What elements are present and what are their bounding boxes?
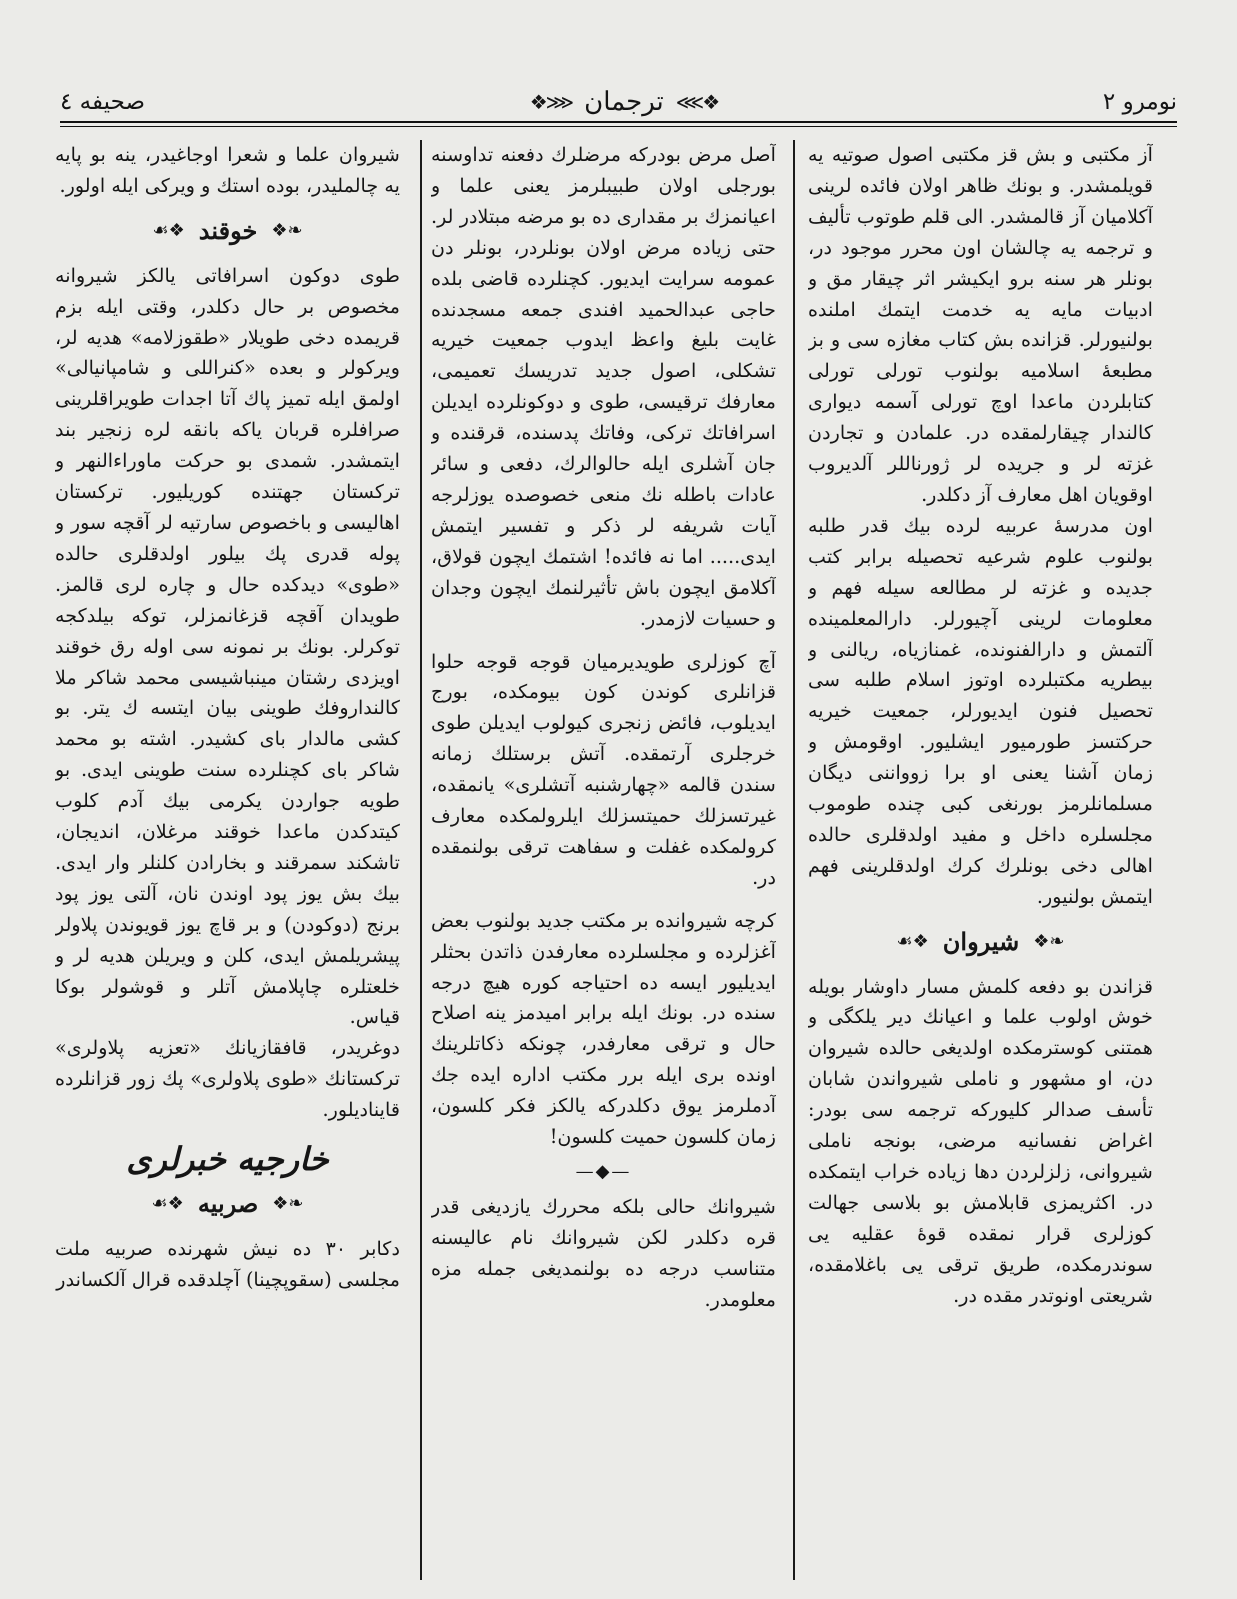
ornament-icon: ❖☙ — [151, 1193, 184, 1214]
header-rule-thin — [60, 126, 1177, 127]
article-paragraph: کرچه شیروانده بر مکتب جدید بولنوب بعض آغزلرده و مجلسلرده معارفدن ذاتدن بحثلر ایدیلیور ایسه ده احتیاجه کوره هیچ درجه سنده در. بونك ایله برابر امیدمز ینه اصلاح حال و ترقی معارفدر، چونکه ذکاتلرینك اونده بری ایله برر مکتب اداره ایده جك آدملرمز یوق دکلدرکه یالکز فکر کلسون، زمان کلسون حمیت کلسون! — [431, 908, 776, 1149]
ornament-left-icon: ⋘❖ — [529, 90, 573, 114]
page-header — [60, 82, 1177, 122]
column-right — [808, 140, 1153, 1580]
section-title: شیروان — [942, 926, 1020, 956]
masthead — [530, 87, 718, 117]
ornament-icon: ❧❖ — [272, 1193, 304, 1214]
article-paragraph: شیروانك حالی بلکه محررك یازدیغی قدر قره دکلدر لکن شیروانك نام عالیسنه متناسب درجه ده بولنمدیغی جمله مزه معلومدر. — [431, 1194, 776, 1311]
separator-ornament: —◆— — [575, 1161, 632, 1182]
article-paragraph: طوی دوکون اسرافاتی یالکز شیروانه مخصوص بر حال دکلدر، وقتی ایله بزم قریمده دخی طویلار «طقوزلامه» هدیه لر، ویرکولر و بعده «کنراللی و شامپانیالی» اولمق ایله تمیز پاك آتا اجدات طویراقلرینی صرافلره قربان یاکه بانقه لره زنجیر بند ایتمشدر. شمدی بو حرکت ماوراءالنهر و ترکستان جهتنده کوریلیور. ترکستان اهالیسی و باخصوص سارتیه لر آقچه سور و پوله قدری پك بیلور اولدقلری حالده «طوی» دیدکده حال و چاره لری قالمز. طویدان آقچه قزغانمزلر، توکه بیلدکجه توکرلر. بونك بر نمونه سی اوله رق خوقند اویزدی رشتان مینباشیسی محمد شاکر ملا کالنداروفك طوینی بیان ایتسه ك یتر. بو کشی مالدار بای کشیدر. اشته بو محمد شاکر بای کچنلرده سنت طوینی ایدی. بو طویه جواردن یکرمی بیك آدم کلوب کیتدکدن ماعدا خوقند مرغلان، اندیجان، تاشکند سمرقند و بخارادن کلنلر وار ایدی. بیك بش یوز پود اوندن نان، آلتی یوز پود برنج (دوکودن) و بر قاچ یوز قویوندن پلاولر پیشریلمش ایدی، کلن و ویریلن هدیه لر و خلعتلره چاپلامش آتلر و قوشولر بوکا قیاس. — [55, 263, 400, 1029]
article-paragraph: آصل مرض بودرکه مرضلرك دفعنه تداوسنه بورجلی اولان طبیبلرمز یعنی علما و اعیانمزك بر مقداری ده بو مرضه مبتلادر لر. حتی زیاده مرض اولان بونلردر، بونلر دن عمومه سرایت ایدیور. کچنلرده قاضی بلده حاجی عبدالحمید افندی جمعه مسجدنده غایت بلیغ واعظ ایدوب جمعیت خیریه تشکلی، اصول جدید تدریسك تعمیمی، معارفك ترقیسی، طوی و دوکونلرده ایدیلن اسرافاتك ترکی، وفاتك پدسنده، قرقنده و جان آشلری ایله حالوالرك، دفعی و سائر عادات باطله نك منعی خصوصده یوزلرجه آیات شریفه لر ذکر و تفسیر ایتمش ایدی..... اما نه فائده! اشتمك ایچون قولاق، آکلامق ایچون باش تأثیرلنمك ایچون وجدان و حسیات لازمدر. — [431, 143, 776, 630]
section-heading — [55, 216, 400, 247]
ornament-icon: ❖☙ — [896, 930, 929, 952]
section-title: صربیه — [197, 1189, 259, 1218]
article-paragraph: دکابر ۳۰ ده نیش شهرنده صربیه ملت مجلسی (سقوپچینا) آچلدقده قرال آلکساندر — [55, 1236, 400, 1291]
section-heading — [808, 927, 1153, 958]
foreign-news-heading: خارجیه خبرلری — [126, 1140, 329, 1179]
column-left — [55, 140, 400, 1580]
article-paragraph: دوغریدر، قافقازیانك «تعزیه پلاولری» ترکستانك «طوی پلاولری» پك زور قزانلرده قاینادیلور. — [55, 1036, 400, 1122]
section-title: خوقند — [198, 215, 258, 245]
article-paragraph: آز مکتبی و بش قز مکتبی اصول صوتیه یه قویلمشدر. و بونك ظاهر اولان فائده لرینی آکلامیان آز قالمشدر. الی قلم طوتوب تألیف و ترجمه یه چالشان اون محرر موجود در، بونلر هر سنه برو ایکیشر اثر چیقار مق و ادبیات مایه یه خدمت ایتمك املنده بولنیورلر. قزانده بش کتاب مغازه سی و بز مطبعهٔ اسلامیه بولنوب تورلی تورلی کتابلردن ماعدا اوچ تورلی آسمه دیواری کالندار چیقارلمقده در. علمادن و تجاردن غزته لر و جریده لر ژورناللر آلدیروب اوقویان اهل معارف آز دکلدر. — [808, 143, 1153, 506]
issue-number: نومرو ۲ — [1102, 89, 1177, 115]
ornament-icon: ❧❖ — [1033, 930, 1065, 952]
column-middle — [431, 140, 776, 1580]
page-number: صحیفه ٤ — [60, 89, 145, 115]
article-paragraph: اون مدرسهٔ عربیه لرده بیك قدر طلبه بولنوب علوم شرعیه تحصیله برابر کتب جدیده و غزته لر مطالعه سیله فهم و معلومات لرینی آچیورلر. دارالمعلمینده آلتمش و دارالفنونده، غمنازیاه، ریالنی و بیطریه مکتبلرده اوتوز اسلام طلبه سی تحصیل فنون ایدیورلر، جمعیت خیریه حرکتسز طورمیور ایشلیور. اوقومش و زمان آشنا یعنی او برا زوواننی دیگان مسلمانلرمز بورنغی کبی چنده طوموب مجلسلره داخل و مفید اولدقلری حالده اهالی دخی بونلرك کرك اولدقلرینی فهم ایتمش بولنیور. — [808, 513, 1153, 908]
article-paragraph: آچ کوزلری طویدیرمیان قوجه قوجه حلوا قزانلری کوندن کون بیومکده، بورج ایدیلوب، فائض زنجری کیولوب ایدیلن طوی خرجلری آرتمقده. آتش برستلك زمانه سندن قالمه «چهارشنبه آتشلری» یانمقده، غیرتسزلك حمیتسزلك ایلرولمکده معارف کرولمکده غفلت و سفاهت ترقی بولنمقده در. — [431, 649, 776, 889]
ornament-right-icon: ❖⋙ — [675, 90, 719, 114]
section-heading — [55, 1189, 400, 1220]
article-paragraph: قزاندن بو دفعه کلمش مسار داوشار بویله خوش اولوب علما و اعیانك دیر یلکگی و همتنی کوسترمکده اولدیغی حالده شیروان دن، او مشهور و ناملی شیرواندن شابان تأسف صدالر کلیورکه ترجمه سی بودر: اغراض نفسانیه مرضی، بونجه ناملی شیروانی، زلزلردن دها زیاده خراب ایتمکده در. اکثریمزی قابلامش بو بلاسی جهالت کوزلری قرار نمقده قوهٔ عقلیه یی سوندرمکده، طریق ترقی یی باغلامقده، شریعتی اونوتدر مقده در. — [808, 974, 1153, 1307]
column-divider — [420, 140, 422, 1580]
ornament-icon: ❧❖ — [271, 219, 303, 241]
header-rule — [60, 121, 1177, 123]
column-divider — [793, 140, 795, 1580]
ornament-icon: ❖☙ — [152, 219, 185, 241]
masthead-title: ترجمان — [584, 87, 664, 117]
article-paragraph: شیروان علما و شعرا اوجاغیدر، ینه بو پایه یه چالملیدر، بوده استك و ویرکی ایله اولور. — [55, 143, 400, 197]
